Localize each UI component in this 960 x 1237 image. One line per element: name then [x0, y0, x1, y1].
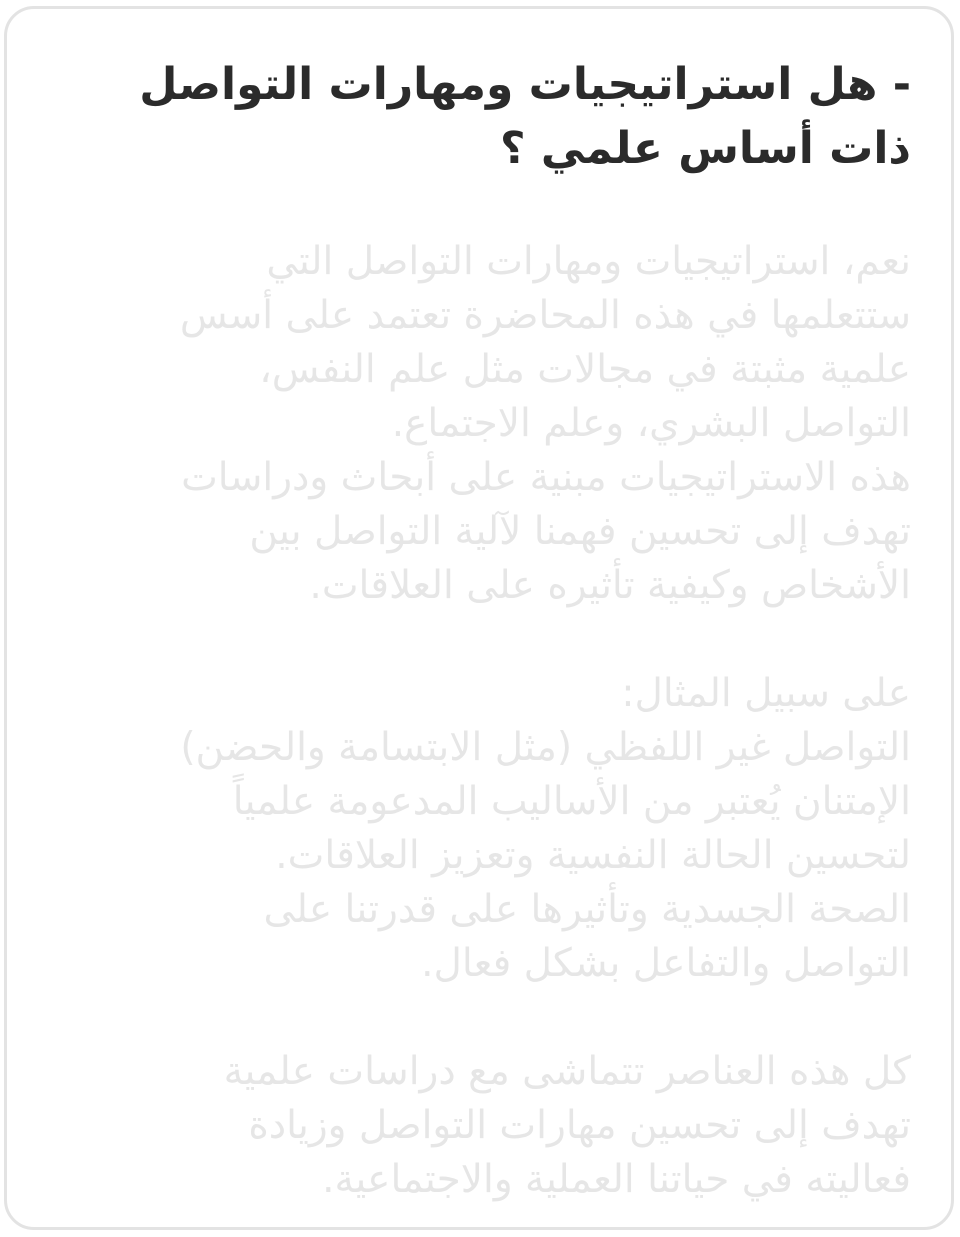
- question-heading: [91, 53, 911, 181]
- answer-line: الأشخاص وكيفية تأثيره على العلاقات.: [309, 563, 911, 608]
- answer-line: على سبيل المثال:: [621, 671, 911, 716]
- answer-line: التواصل البشري، وعلم الاجتماع.: [391, 401, 911, 446]
- answer-line: نعم، استراتيجيات ومهارات التواصل التي: [266, 239, 911, 284]
- answer-line: الصحة الجسدية وتأثيرها على قدرتنا على: [263, 887, 911, 932]
- answer-line: لتحسين الحالة النفسية وتعزيز العلاقات.: [275, 833, 911, 878]
- answer-line: تهدف إلى تحسين مهارات التواصل وزيادة: [248, 1103, 911, 1148]
- faq-card: [4, 6, 954, 1230]
- paragraph-spacer: [21, 991, 911, 1045]
- question-line: - هل استراتيجيات ومهارات التواصل: [139, 59, 911, 110]
- answer-line: ستتعلمها في هذه المحاضرة تعتمد على أسس: [179, 293, 911, 338]
- answer-line: علمية مثبتة في مجالات مثل علم النفس،: [259, 347, 911, 392]
- answer-line: تهدف إلى تحسين فهمنا لآلية التواصل بين: [249, 509, 911, 554]
- answer-line: الإمتنان يُعتبر من الأساليب المدعومة علمياً: [232, 779, 911, 824]
- answer-line: هذه الاستراتيجيات مبنية على أبحاث ودراسات: [181, 455, 911, 500]
- answer-text: [21, 235, 911, 1207]
- answer-line: التواصل غير اللفظي (مثل الابتسامة والحضن): [180, 725, 911, 770]
- paragraph-spacer: [21, 613, 911, 667]
- answer-line: التواصل والتفاعل بشكل فعال.: [421, 941, 911, 986]
- answer-line: كل هذه العناصر تتماشى مع دراسات علمية: [223, 1049, 911, 1094]
- question-line: ذات أساس علمي ؟: [500, 123, 911, 174]
- answer-line: فعاليته في حياتنا العملية والاجتماعية.: [322, 1157, 911, 1202]
